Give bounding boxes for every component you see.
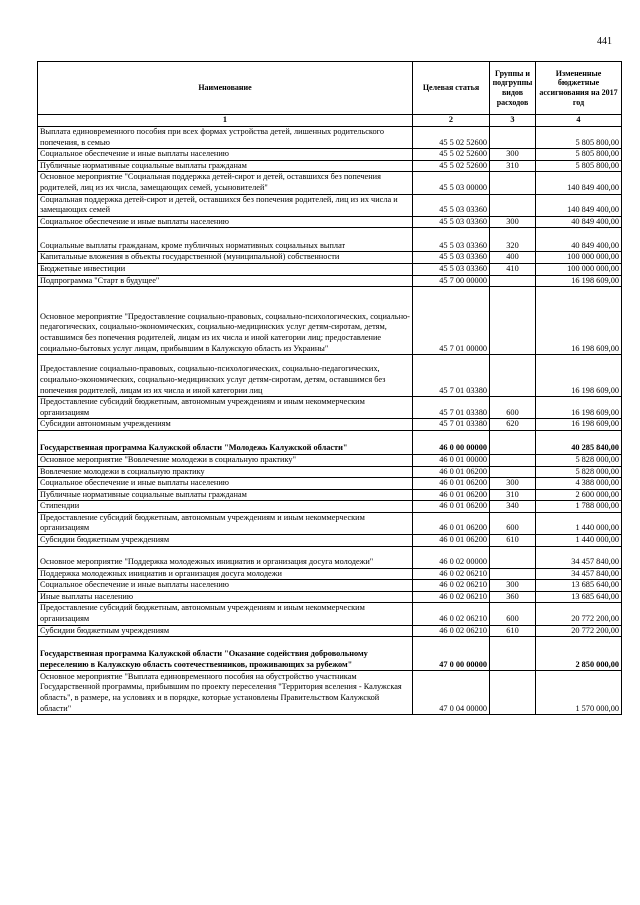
row-expense-group: 360 (490, 591, 536, 603)
row-amount: 16 198 609,00 (536, 287, 622, 355)
table-row (38, 489, 622, 501)
row-amount: 140 849 400,00 (536, 194, 622, 216)
row-target-code: 45 7 01 03380 (413, 419, 490, 431)
row-target-code: 46 0 01 06200 (413, 535, 490, 547)
header-name: Наименование (38, 62, 413, 115)
row-expense-group: 310 (490, 489, 536, 501)
table-row (38, 568, 622, 580)
row-name: Социальная поддержка детей-сирот и детей, оставшихся без попечения родителей, лиц из их числа и замещающих семей (38, 194, 413, 216)
row-name: Социальное обеспечение и иные выплаты населению (38, 216, 413, 228)
row-expense-group (490, 637, 536, 671)
table-row (38, 419, 622, 431)
row-name: Социальные выплаты гражданам, кроме публичных нормативных социальных выплат (38, 228, 413, 252)
row-amount: 5 805 800,00 (536, 127, 622, 149)
row-amount: 16 198 609,00 (536, 275, 622, 287)
table-row (38, 454, 622, 466)
row-name: Государственная программа Калужской области "Молодежь Калужской области" (38, 430, 413, 454)
row-expense-group: 300 (490, 216, 536, 228)
table-row (38, 637, 622, 671)
row-amount: 5 805 800,00 (536, 149, 622, 161)
row-name: Предоставление субсидий бюджетным, автономным учреждениям и иным некоммерческим организациям (38, 397, 413, 419)
column-number: 3 (490, 115, 536, 127)
row-name: Стипендии (38, 501, 413, 513)
column-number: 2 (413, 115, 490, 127)
row-target-code: 46 0 01 06200 (413, 501, 490, 513)
row-amount: 16 198 609,00 (536, 397, 622, 419)
row-name: Предоставление субсидий бюджетным, автономным учреждениям и иным некоммерческим организациям (38, 603, 413, 625)
row-name: Капитальные вложения в объекты государственной (муниципальной) собственности (38, 252, 413, 264)
row-name: Публичные нормативные социальные выплаты гражданам (38, 489, 413, 501)
row-target-code: 46 0 02 00000 (413, 546, 490, 568)
row-name: Субсидии бюджетным учреждениям (38, 625, 413, 637)
table-row (38, 535, 622, 547)
row-expense-group: 400 (490, 252, 536, 264)
row-target-code: 46 0 02 06210 (413, 568, 490, 580)
table-row (38, 263, 622, 275)
row-expense-group (490, 454, 536, 466)
row-name: Субсидии бюджетным учреждениям (38, 535, 413, 547)
row-target-code: 45 7 01 03380 (413, 355, 490, 397)
row-amount: 140 849 400,00 (536, 172, 622, 194)
table-row (38, 671, 622, 715)
header-group: Группы и подгруппы видов расходов (490, 62, 536, 115)
row-target-code: 45 5 03 03360 (413, 216, 490, 228)
row-name: Подпрограмма "Старт в будущее" (38, 275, 413, 287)
row-target-code: 46 0 02 06210 (413, 591, 490, 603)
row-amount: 40 285 840,00 (536, 430, 622, 454)
row-name: Основное мероприятие "Вовлечение молодежи в социальную практику" (38, 454, 413, 466)
row-amount: 4 388 000,00 (536, 478, 622, 490)
table-row (38, 275, 622, 287)
row-target-code: 45 5 03 03360 (413, 228, 490, 252)
row-target-code: 46 0 01 00000 (413, 454, 490, 466)
row-name: Предоставление субсидий бюджетным, автономным учреждениям и иным некоммерческим организациям (38, 512, 413, 534)
row-expense-group: 300 (490, 580, 536, 592)
row-name: Субсидии автономным учреждениям (38, 419, 413, 431)
row-name: Социальное обеспечение и иные выплаты населению (38, 478, 413, 490)
table-row (38, 287, 622, 355)
table-row (38, 216, 622, 228)
row-target-code: 46 0 00 00000 (413, 430, 490, 454)
table-row (38, 430, 622, 454)
row-target-code: 45 7 01 00000 (413, 287, 490, 355)
row-expense-group: 320 (490, 228, 536, 252)
table-row (38, 625, 622, 637)
row-name: Основное мероприятие "Выплата единовременного пособия на обустройство участникам Государственной программы, прибывшим по проекту переселения "Территория вселения - Калужская область", в размере, на условиях и в порядке, которые установлены Правительством Калужской области" (38, 671, 413, 715)
row-amount: 5 828 000,00 (536, 466, 622, 478)
row-expense-group (490, 546, 536, 568)
row-amount: 1 570 000,00 (536, 671, 622, 715)
table-row (38, 546, 622, 568)
row-amount: 40 849 400,00 (536, 216, 622, 228)
row-target-code: 47 0 04 00000 (413, 671, 490, 715)
table-row (38, 355, 622, 397)
row-target-code: 45 5 03 03360 (413, 194, 490, 216)
row-name: Поддержка молодежных инициатив и организация досуга молодежи (38, 568, 413, 580)
row-expense-group: 310 (490, 160, 536, 172)
table-row (38, 591, 622, 603)
table-row (38, 127, 622, 149)
row-target-code: 46 0 01 06200 (413, 512, 490, 534)
row-expense-group (490, 194, 536, 216)
row-target-code: 45 7 01 03380 (413, 397, 490, 419)
row-expense-group (490, 172, 536, 194)
row-amount: 100 000 000,00 (536, 263, 622, 275)
column-number: 4 (536, 115, 622, 127)
table-row (38, 501, 622, 513)
row-expense-group: 410 (490, 263, 536, 275)
page-number: 441 (597, 36, 612, 47)
budget-table (37, 61, 622, 715)
row-expense-group: 610 (490, 625, 536, 637)
row-amount: 20 772 200,00 (536, 625, 622, 637)
row-amount: 16 198 609,00 (536, 355, 622, 397)
row-target-code: 46 0 02 06210 (413, 603, 490, 625)
header-row (38, 62, 622, 115)
row-target-code: 45 7 00 00000 (413, 275, 490, 287)
row-target-code: 45 5 02 52600 (413, 160, 490, 172)
table-row (38, 160, 622, 172)
row-amount: 16 198 609,00 (536, 419, 622, 431)
row-amount: 100 000 000,00 (536, 252, 622, 264)
table-row (38, 228, 622, 252)
row-expense-group: 620 (490, 419, 536, 431)
row-amount: 2 850 000,00 (536, 637, 622, 671)
row-name: Выплата единовременного пособия при всех формах устройства детей, лишенных родительского попечения, в семью (38, 127, 413, 149)
column-number-row (38, 115, 622, 127)
row-amount: 1 788 000,00 (536, 501, 622, 513)
row-expense-group (490, 430, 536, 454)
row-amount: 2 600 000,00 (536, 489, 622, 501)
row-amount: 5 828 000,00 (536, 454, 622, 466)
row-name: Публичные нормативные социальные выплаты гражданам (38, 160, 413, 172)
row-target-code: 45 5 02 52600 (413, 149, 490, 161)
table-row (38, 603, 622, 625)
table-row (38, 172, 622, 194)
row-amount: 5 805 800,00 (536, 160, 622, 172)
table-row (38, 194, 622, 216)
table-row (38, 397, 622, 419)
row-expense-group (490, 671, 536, 715)
row-name: Предоставление социально-правовых, социально-психологических, социально-педагогических, социально-экономических, социально-медицинских услуг детям-сиротам, детям, оставшимся без попечения родителей, лицам из их числа и иной категории лиц (38, 355, 413, 397)
row-expense-group: 300 (490, 478, 536, 490)
row-target-code: 46 0 02 06210 (413, 580, 490, 592)
row-name: Социальное обеспечение и иные выплаты населению (38, 580, 413, 592)
row-target-code: 45 5 02 52600 (413, 127, 490, 149)
table-row (38, 252, 622, 264)
table-row (38, 512, 622, 534)
row-expense-group: 300 (490, 149, 536, 161)
row-target-code: 45 5 03 03360 (413, 263, 490, 275)
row-name: Основное мероприятие "Поддержка молодежных инициатив и организация досуга молодежи" (38, 546, 413, 568)
row-name: Государственная программа Калужской области "Оказание содействия добровольному переселению в Калужскую область соотечественников, проживающих за рубежом" (38, 637, 413, 671)
row-expense-group (490, 127, 536, 149)
row-expense-group: 340 (490, 501, 536, 513)
row-expense-group: 600 (490, 603, 536, 625)
row-expense-group (490, 287, 536, 355)
header-amount: Измененные бюджетные ассигнования на 2017 год (536, 62, 622, 115)
row-amount: 20 772 200,00 (536, 603, 622, 625)
row-amount: 13 685 640,00 (536, 591, 622, 603)
row-name: Социальное обеспечение и иные выплаты населению (38, 149, 413, 161)
row-expense-group (490, 466, 536, 478)
row-target-code: 45 5 03 00000 (413, 172, 490, 194)
table-row (38, 466, 622, 478)
row-name: Основное мероприятие "Социальная поддержка детей-сирот и детей, оставшихся без попечения родителей, лиц из их числа, замещающих семей, усыновителей" (38, 172, 413, 194)
row-name: Бюджетные инвестиции (38, 263, 413, 275)
row-amount: 1 440 000,00 (536, 512, 622, 534)
row-expense-group: 600 (490, 512, 536, 534)
row-target-code: 47 0 00 00000 (413, 637, 490, 671)
row-amount: 34 457 840,00 (536, 568, 622, 580)
row-target-code: 46 0 01 06200 (413, 478, 490, 490)
row-expense-group: 600 (490, 397, 536, 419)
header-code: Целевая статья (413, 62, 490, 115)
column-number: 1 (38, 115, 413, 127)
row-target-code: 46 0 01 06200 (413, 489, 490, 501)
table-row (38, 478, 622, 490)
row-amount: 40 849 400,00 (536, 228, 622, 252)
row-amount: 1 440 000,00 (536, 535, 622, 547)
row-name: Основное мероприятие "Предоставление социально-правовых, социально-психологических, социально-педагогических, социально-экономических, социально-медицинских услуг детям-сиротам, детям, оставшимся без попечения родителей, лицам из их числа и иной категории лиц; предоставление социально-бытовых услуг лицам, прибывшим в Калужскую область из Украины" (38, 287, 413, 355)
row-amount: 13 685 640,00 (536, 580, 622, 592)
row-expense-group (490, 355, 536, 397)
table-row (38, 580, 622, 592)
row-expense-group (490, 275, 536, 287)
row-expense-group (490, 568, 536, 580)
row-target-code: 45 5 03 03360 (413, 252, 490, 264)
table-row (38, 149, 622, 161)
row-expense-group: 610 (490, 535, 536, 547)
row-name: Иные выплаты населению (38, 591, 413, 603)
row-name: Вовлечение молодежи в социальную практику (38, 466, 413, 478)
row-target-code: 46 0 01 06200 (413, 466, 490, 478)
row-amount: 34 457 840,00 (536, 546, 622, 568)
row-target-code: 46 0 02 06210 (413, 625, 490, 637)
